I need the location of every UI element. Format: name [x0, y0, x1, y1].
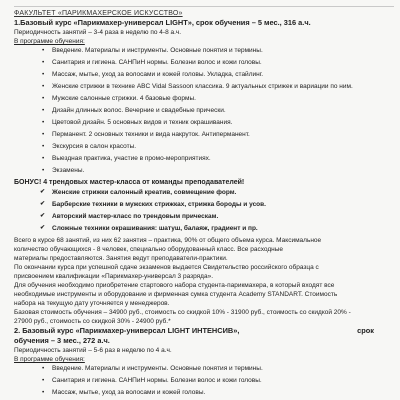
list-item: ✔ Сложные техники окрашивания: шатуш, балаяж, градиент и пр. — [52, 224, 394, 233]
details-line: присвоением квалификации «Парикмахер-универсал 3 разряда». — [14, 273, 214, 280]
details-line: Базовая стоимость обучения – 34900 руб., стоимость со скидкой 10% - 31900 руб., стоимость со скидкой 20% - — [14, 309, 351, 316]
details-line: необходимые инструменты и оборудование и фирменная сумка студента Academy STANDART. Стоимость — [14, 291, 338, 298]
bonus-list — [14, 188, 394, 233]
course2-program-list — [14, 364, 394, 397]
details-line: 27900 руб., стоимость со скидкой 30% - 24900 руб.* — [14, 318, 171, 325]
list-item: ✔ Барберские техники в мужских стрижках, стрижка бороды и усов. — [52, 200, 394, 209]
bonus-heading: БОНУС! 4 трендовых мастер-класса от команды преподавателей! — [14, 179, 245, 186]
details-line: По окончании курса при успешной сдаче экзаменов выдается Свидетельство российского образца с — [14, 264, 319, 271]
list-item: • Введение. Материалы и инструменты. Основные понятия и термины. — [52, 364, 394, 373]
details-line: материалы предоставляются. Занятия ведут преподаватели-практики. — [14, 255, 228, 262]
course1-program-list — [14, 46, 394, 175]
list-item: • Экскурсия в салон красоты. — [52, 142, 394, 151]
list-item: • Санитария и гигиена. САНПиН нормы. Болезни волос и кожи головы. — [52, 376, 394, 385]
course2-periodicity: Периодичность занятий – 5-6 раз в неделю по 4 а.ч. — [14, 347, 172, 354]
list-item: • Массаж, мытье, уход за волосами и кожей головы. Укладка, стайлинг. — [52, 70, 394, 79]
page-top-edge — [14, 0, 394, 7]
list-item: • Мужские салонные стрижки. 4 базовые формы. — [52, 94, 394, 103]
list-item: • Дизайн длинных волос. Вечерние и свадебные прически. — [52, 106, 394, 115]
list-item: • Цветовой дизайн. 5 основных видов и техник окрашивания. — [52, 118, 394, 127]
list-item: • Введение. Материалы и инструменты. Основные понятия и термины. — [52, 46, 394, 55]
details-line: набора на текущую дату уточняется у менеджеров. — [14, 300, 170, 307]
list-item: • Выездная практика, участие в промо-мероприятиях. — [52, 154, 394, 163]
list-item: • Перманент. 2 основных техники и вида накруток. Антиперманент. — [52, 130, 394, 139]
faculty-heading: ФАКУЛЬТЕТ «ПАРИКМАХЕРСКОЕ ИСКУССТВО» — [14, 10, 183, 17]
list-item: ✔ Женские стрижки салонный креатив, совмещение форм. — [52, 188, 394, 197]
course1-periodicity: Периодичность занятий – 3-4 раза в неделю по 4-8 а.ч. — [14, 29, 182, 36]
list-item: ✔ Авторский мастер-класс по трендовым прическам. — [52, 212, 394, 221]
details-line: Для обучения необходимо приобретение стартового набора студента-парикмахера, в который входят все — [14, 282, 335, 289]
course2-title-continued: обучения – 3 мес., 272 а.ч. — [14, 336, 110, 345]
details-line: количество обучающихся - 8 человек, специально оборудованный класс. Все расходные — [14, 246, 284, 253]
course1-program-label: В программе обучения: — [14, 38, 85, 45]
course2-program-label: В программе обучения: — [14, 356, 85, 363]
course2-title-line — [14, 326, 394, 336]
list-item: • Экзамены. — [52, 166, 394, 175]
list-item: • Женские стрижки в технике ABC Vidal Sassoon классика. 9 актуальных стрижек и вариации по ним. — [52, 82, 394, 91]
course1-title: 1.Базовый курс «Парикмахер-универсал LIGHT», срок обучения – 5 мес., 316 а.ч. — [14, 18, 311, 27]
course2-title: 2. Базовый курс «Парикмахер-универсал LIGHT ИНТЕНСИВ», — [14, 326, 240, 335]
details-line: Всего в курсе 68 занятий, из них 62 занятия – практика, 90% от общего объема курса. Максимальное — [14, 237, 322, 244]
list-item: • Санитария и гигиена. САНПиН нормы. Болезни волос и кожи головы. — [52, 58, 394, 67]
list-item: • Массаж, мытье, уход за волосами и кожей головы. — [52, 388, 394, 397]
course1-details — [14, 236, 394, 326]
course2-title-right: срок — [357, 326, 374, 335]
